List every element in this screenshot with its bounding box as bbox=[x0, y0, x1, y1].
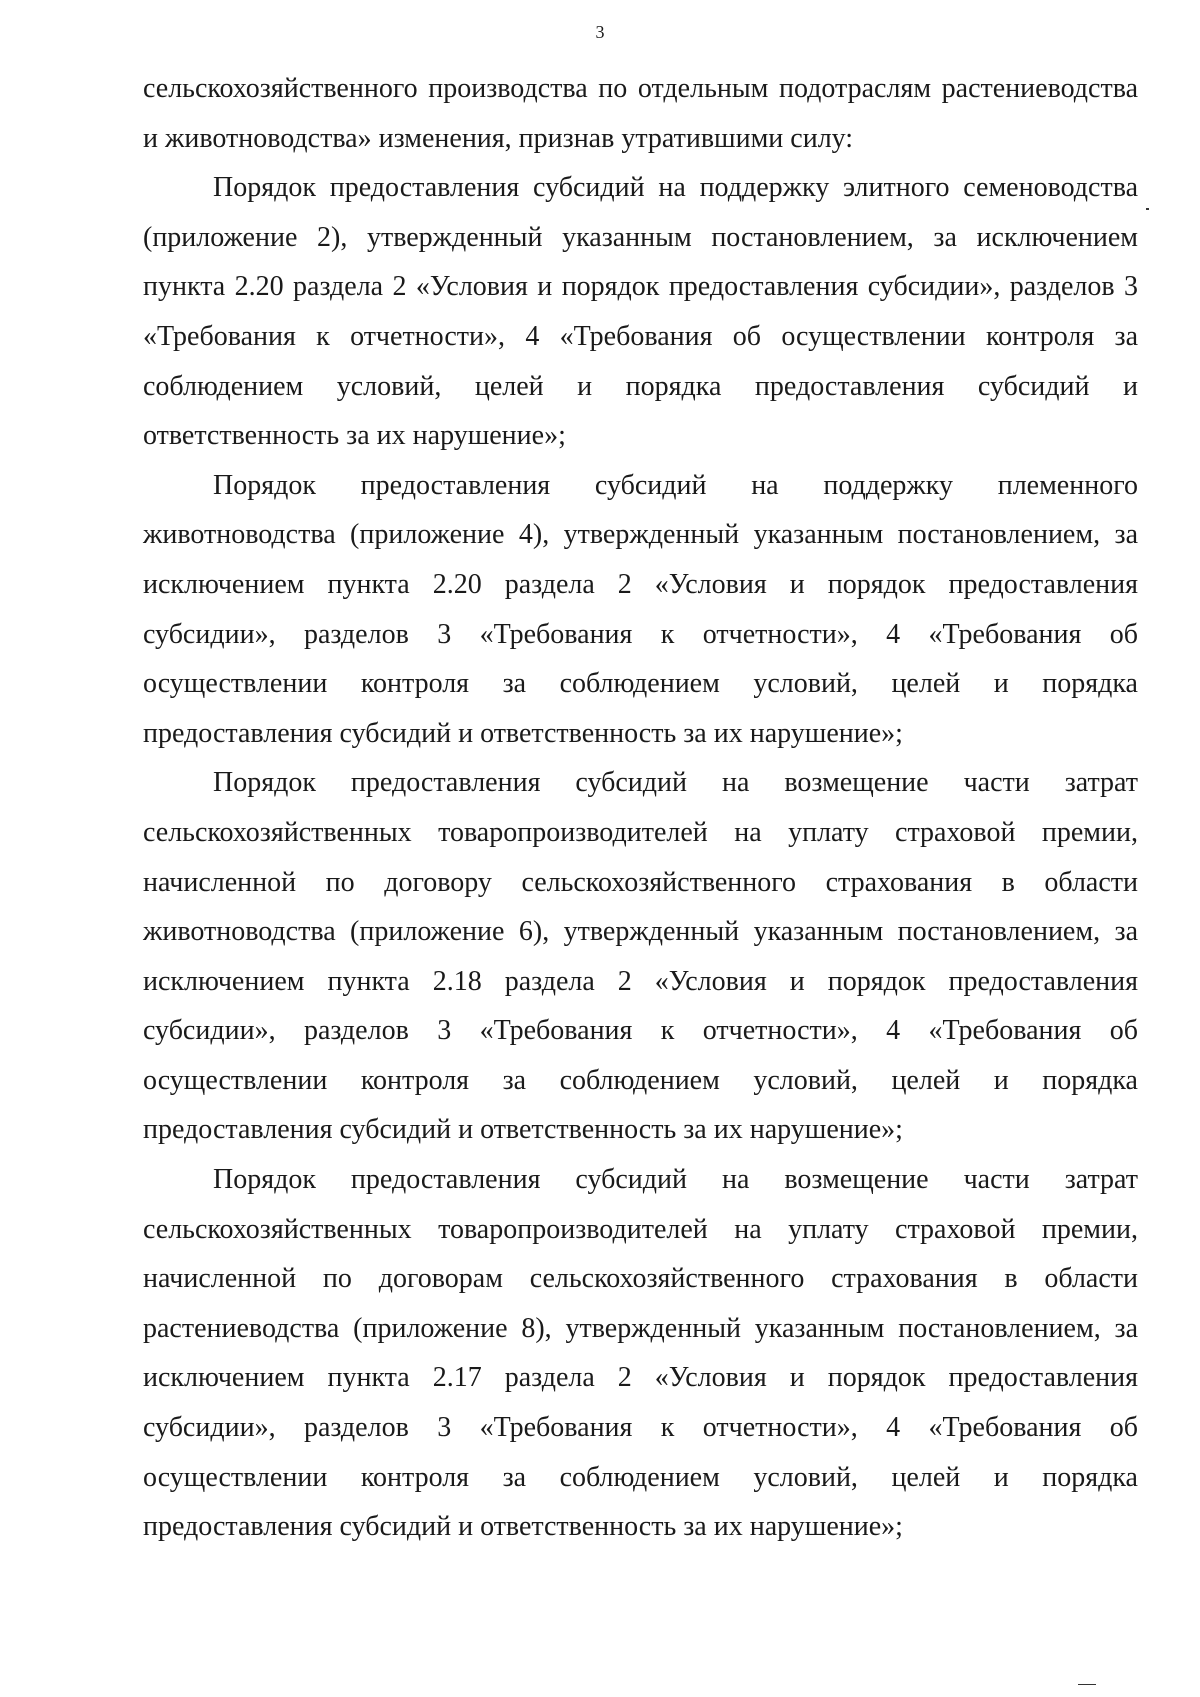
paragraph-intro: сельскохозяйственного производства по отдельным подотраслям растениеводства и животноводства» изменения, признав утратившими силу: bbox=[143, 73, 1138, 154]
scan-speck bbox=[1078, 1684, 1096, 1685]
document-body bbox=[143, 64, 1138, 1552]
paragraph-elite-seed: Порядок предоставления субсидий на поддержку элитного семеноводства (приложение 2), утвержденный указанным постановлением, за исключением пункта 2.20 раздела 2 «Условия и порядок предоставления субсидии», разделов 3 «Требования к отчетности», 4 «Требования об осуществлении контроля за соблюдением условий, целей и порядка предоставления субсидий и ответственность за их нарушение»; bbox=[143, 172, 1138, 452]
page-number: 3 bbox=[595, 22, 605, 42]
paragraph-crop-insurance: Порядок предоставления субсидий на возмещение части затрат сельскохозяйственных товаропроизводителей на уплату страховой премии, начисленной по договорам сельскохозяйственного страхования в области растениеводства (приложение 8), утвержденный указанным постановлением, за исключением пункта 2.17 раздела 2 «Условия и порядок предоставления субсидии», разделов 3 «Требования к отчетности», 4 «Требования об осуществлении контроля за соблюдением условий, целей и порядка предоставления субсидий и ответственность за их нарушение»; bbox=[143, 1164, 1138, 1543]
paragraph-breeding-livestock: Порядок предоставления субсидий на поддержку племенного животноводства (приложение 4), утвержденный указанным постановлением, за исключением пункта 2.20 раздела 2 «Условия и порядок предоставления субсидии», разделов 3 «Требования к отчетности», 4 «Требования об осуществлении контроля за соблюдением условий, целей и порядка предоставления субсидий и ответственность за их нарушение»; bbox=[143, 469, 1138, 749]
paragraph-livestock-insurance: Порядок предоставления субсидий на возмещение части затрат сельскохозяйственных товаропроизводителей на уплату страховой премии, начисленной по договору сельскохозяйственного страхования в области животноводства (приложение 6), утвержденный указанным постановлением, за исключением пункта 2.18 раздела 2 «Условия и порядок предоставления субсидии», разделов 3 «Требования к отчетности», 4 «Требования об осуществлении контроля за соблюдением условий, целей и порядка предоставления субсидий и ответственность за их нарушение»; bbox=[143, 767, 1138, 1146]
scan-speck bbox=[1146, 208, 1149, 210]
